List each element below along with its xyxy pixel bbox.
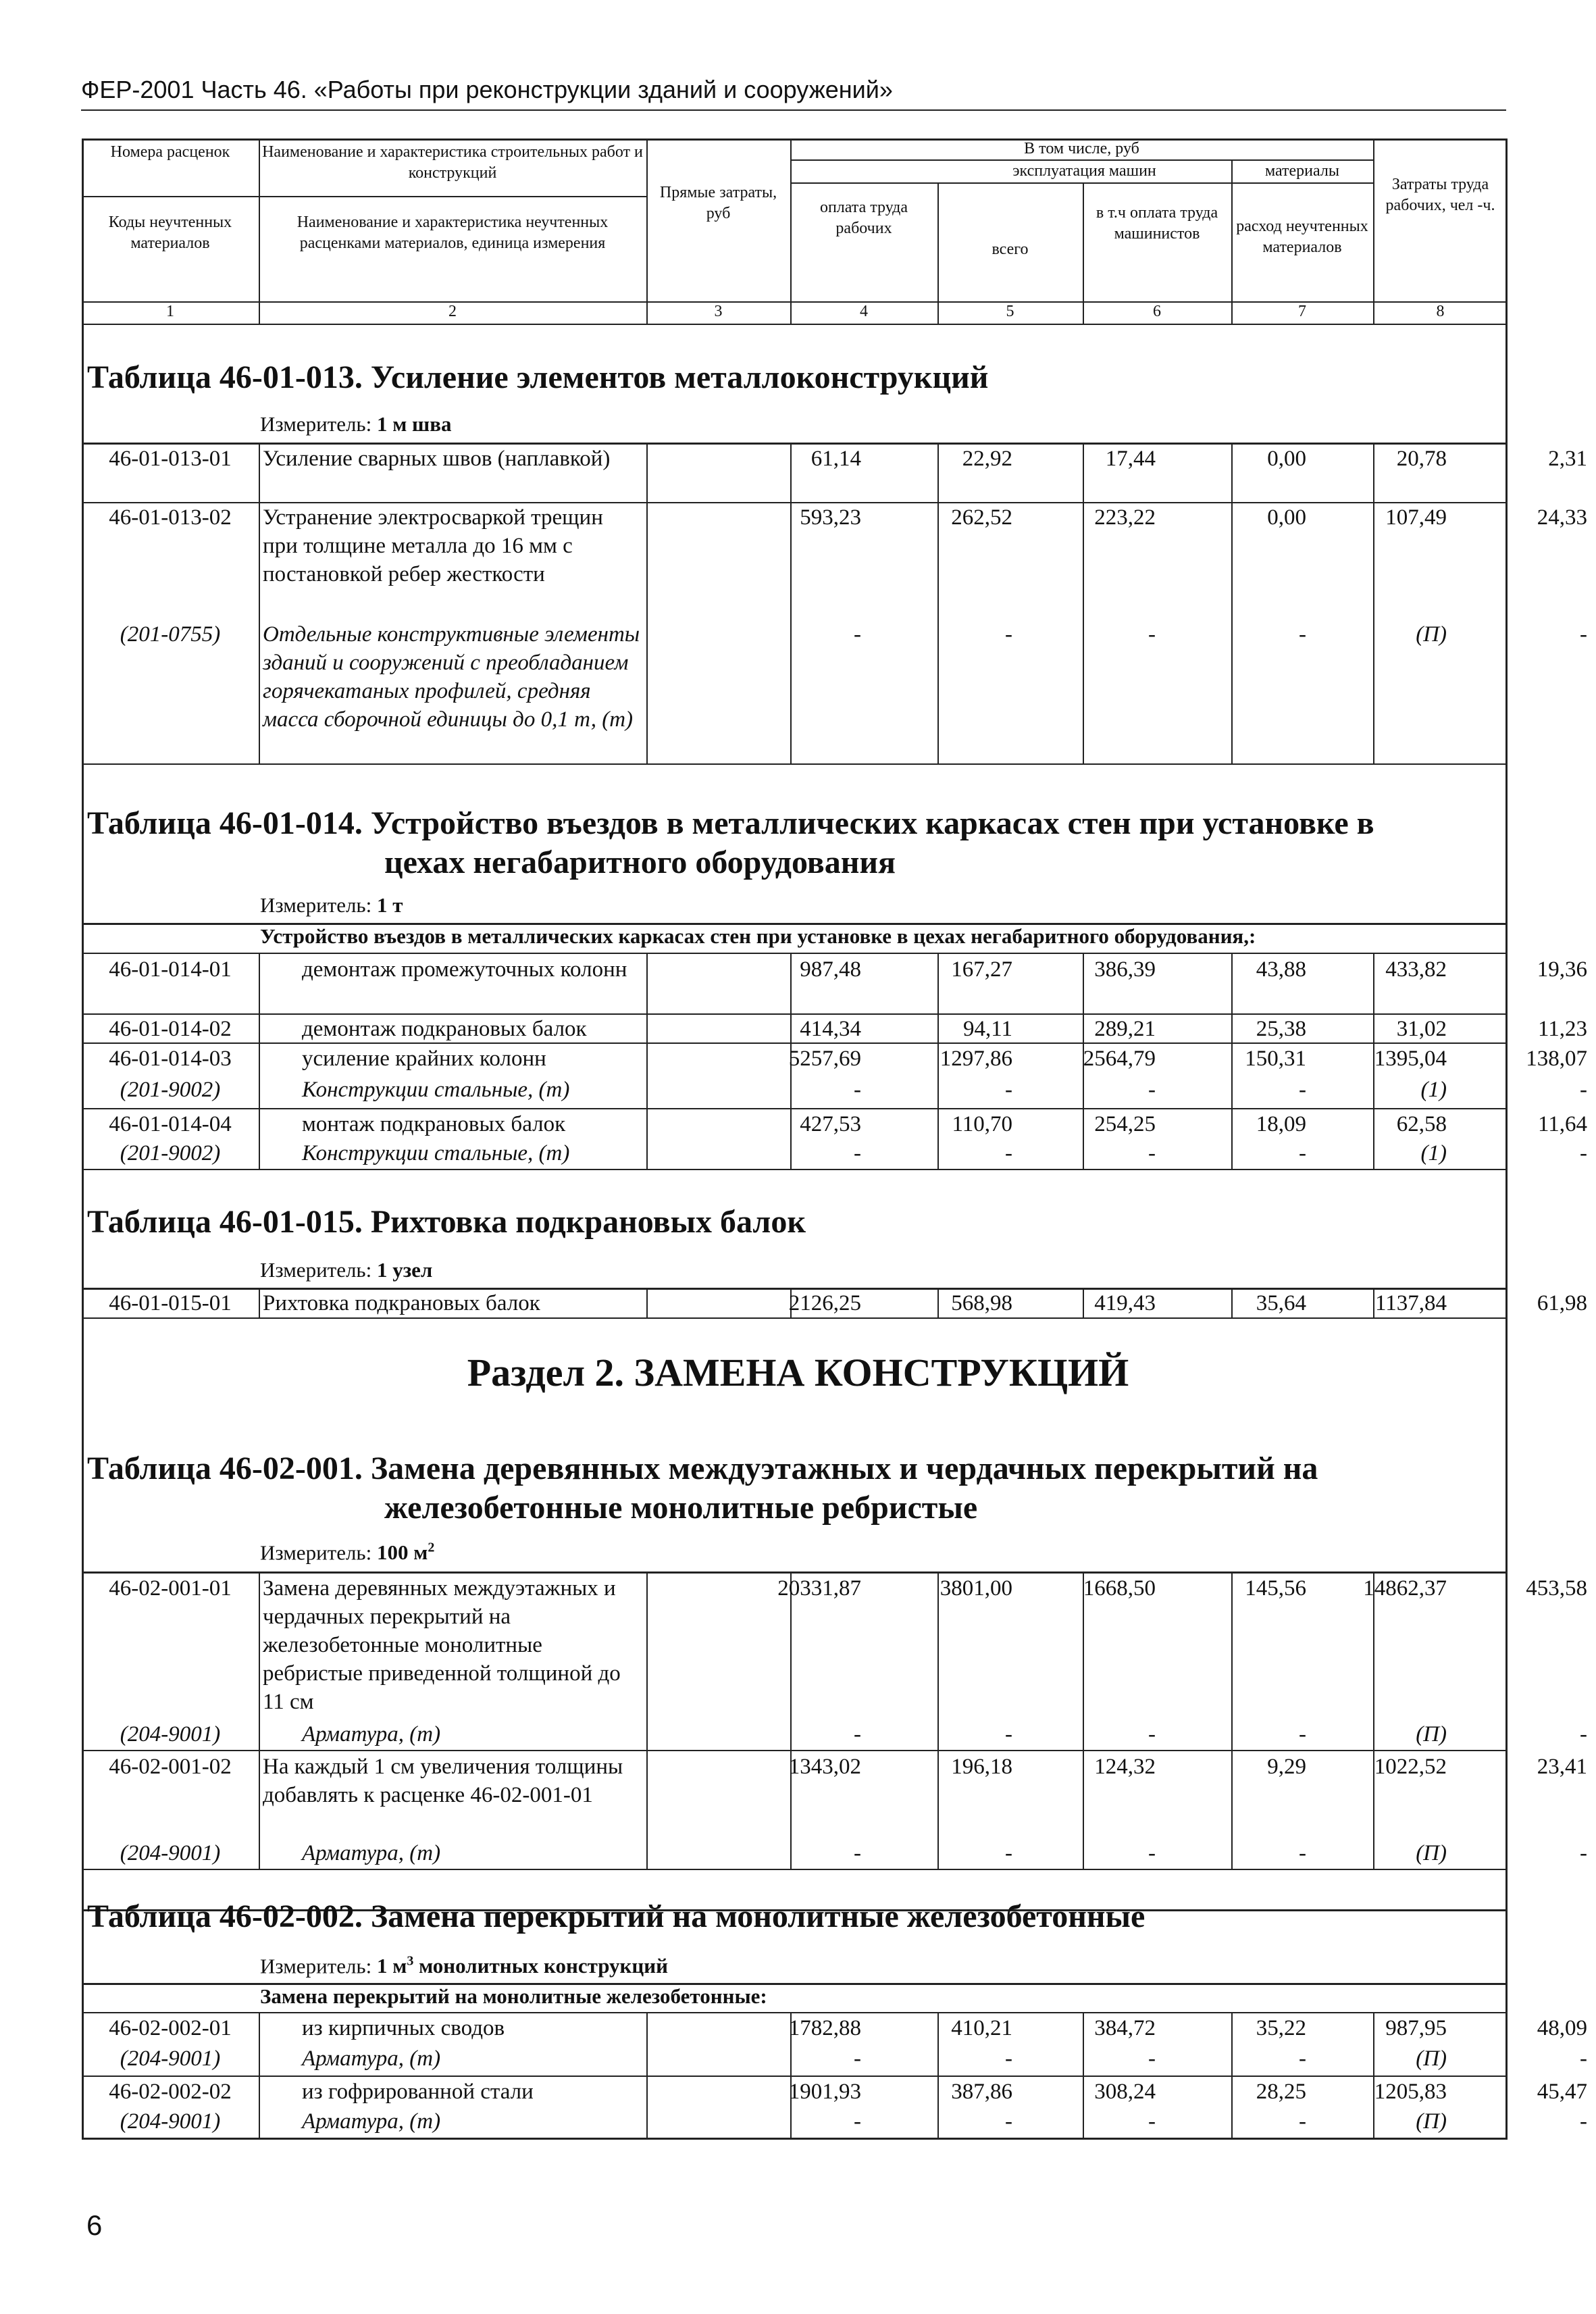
row-name: демонтаж промежуточных колонн (302, 957, 627, 982)
cell: - (1148, 1141, 1156, 1165)
cell: - (1148, 622, 1156, 647)
col-head-2-top: Наименование и характеристика строительных работ и конструкций (262, 143, 643, 182)
col-head-4: оплата труда рабочих (819, 199, 908, 237)
row-name: усиление крайних колонн (302, 1047, 546, 1071)
row-code: (201-0755) (120, 622, 221, 647)
cell: 18,09 (1256, 1112, 1306, 1136)
table-title-line: Таблица 46-02-001. Замена деревянных междуэтажных и чердачных перекрытий на (87, 1451, 1318, 1486)
col-head-8: Затраты труда рабочих, чел -ч. (1385, 176, 1495, 214)
cell: 20331,87 (777, 1576, 861, 1601)
cell: - (1299, 2109, 1306, 2134)
unit-value: 1 узел (376, 1258, 433, 1282)
cell: 1395,04 (1374, 1047, 1447, 1071)
cell: - (854, 1141, 861, 1165)
table-subheading: Устройство въездов в металлических каркасах стен при установке в цехах негабаритного оборудования,: (260, 924, 1256, 948)
unit-sup: 2 (428, 1540, 435, 1555)
table-title: Таблица 46-01-013. Усиление элементов металлоконструкций (87, 359, 989, 395)
cell: - (1580, 2046, 1587, 2071)
row-divider (82, 2138, 1508, 2140)
table-subheading: Замена перекрытий на монолитные железобетонные: (260, 1984, 767, 2008)
cell: 433,82 (1385, 957, 1447, 982)
cell: 62,58 (1396, 1112, 1447, 1136)
cell: 107,49 (1385, 505, 1447, 530)
cell: 196,18 (951, 1755, 1012, 1779)
cell: 1297,86 (939, 1047, 1012, 1071)
cell: - (1148, 1841, 1156, 1865)
header-rule (81, 109, 1506, 111)
cell: 61,14 (810, 447, 861, 471)
row-divider (82, 324, 1508, 325)
cell: - (1148, 1722, 1156, 1746)
col-head-5: всего (992, 241, 1029, 258)
cell: 20,78 (1396, 447, 1447, 471)
unit-label: Измеритель: (260, 1540, 372, 1565)
cell: 568,98 (951, 1291, 1012, 1315)
table-title (87, 1449, 1318, 1528)
cell: - (1005, 2046, 1012, 2071)
cell: 308,24 (1094, 2080, 1156, 2104)
row-code: (204-9001) (120, 2046, 221, 2071)
page-header: ФЕР-2001 Часть 46. «Работы при реконструкции зданий и сооружений» (81, 76, 893, 103)
row-divider (82, 2012, 1508, 2013)
unit-line (260, 1540, 434, 1565)
col-divider (646, 443, 648, 763)
cell: 24,33 (1537, 505, 1587, 530)
col-divider (259, 1571, 260, 1869)
cell: 1668,50 (1083, 1576, 1156, 1601)
row-divider (790, 182, 1373, 184)
row-name: Конструкции стальные, (т) (302, 1141, 570, 1165)
cell: 138,07 (1526, 1047, 1587, 1071)
col-num: 6 (1153, 303, 1161, 320)
col-head-3: Прямые затраты, руб (659, 184, 777, 222)
cell: 384,72 (1094, 2016, 1156, 2040)
cell: 150,31 (1245, 1047, 1306, 1071)
row-name: Конструкции стальные, (т) (302, 1078, 570, 1102)
cell: 414,34 (800, 1017, 861, 1041)
cell: - (1148, 2109, 1156, 2134)
cell: - (1299, 1722, 1306, 1746)
cell: 1782,88 (788, 2016, 861, 2040)
row-name: монтаж подкрановых балок (302, 1112, 566, 1136)
cell: 0,00 (1267, 447, 1306, 471)
col-num: 1 (166, 303, 174, 320)
row-name: На каждый 1 см увеличения толщины добавлять к расценке 46-02-001-01 (263, 1755, 623, 1807)
unit-label: Измеритель: (260, 1258, 372, 1282)
unit-value: 1 т (376, 893, 403, 917)
row-name: Рихтовка подкрановых балок (263, 1291, 540, 1315)
cell: - (1005, 1078, 1012, 1102)
cell: 5257,69 (788, 1047, 861, 1071)
col-head-1-top: Номера расценок (110, 143, 230, 161)
row-name: Устранение электросваркой трещин при толщине металла до 16 мм с постановкой ребер жесткости (263, 505, 603, 586)
row-code: 46-02-002-01 (109, 2016, 232, 2040)
cell: 23,41 (1537, 1755, 1587, 1779)
unit-sup: 3 (407, 1954, 414, 1969)
row-name: Арматура, (т) (302, 1841, 441, 1865)
cell: (П) (1416, 1722, 1447, 1746)
row-name: демонтаж подкрановых балок (302, 1017, 587, 1041)
cell: - (1299, 622, 1306, 647)
unit-line (260, 1258, 432, 1282)
cell: - (1005, 1141, 1012, 1165)
cell: - (1580, 2109, 1587, 2134)
col-divider (259, 2012, 260, 2138)
col-head-6: в т.ч оплата труда машинистов (1096, 204, 1218, 243)
page-number: 6 (86, 2209, 103, 2241)
row-code: 46-01-014-01 (109, 957, 232, 982)
cell: 223,22 (1094, 505, 1156, 530)
cell: 61,98 (1537, 1291, 1587, 1315)
row-code: 46-01-014-04 (109, 1112, 232, 1136)
cell: 387,86 (951, 2080, 1012, 2104)
unit-value: 1 м шва (376, 412, 452, 436)
row-divider (82, 1750, 1508, 1751)
col-num: 5 (1006, 303, 1014, 320)
row-code: (201-9002) (120, 1141, 221, 1165)
cell: 14862,37 (1363, 1576, 1447, 1601)
cell: 35,64 (1256, 1291, 1306, 1315)
row-code: 46-01-013-02 (109, 505, 232, 530)
col-head-1-bottom: Коды неучтенных материалов (108, 213, 232, 252)
col-head-7: расход неучтенных материалов (1236, 218, 1368, 256)
unit-line (260, 1954, 668, 1978)
cell: 43,88 (1256, 957, 1306, 982)
col-head-expl: эксплуатация машин (1012, 162, 1156, 180)
cell: - (854, 1078, 861, 1102)
cell: - (1148, 1078, 1156, 1102)
unit-value-text: 100 м (376, 1540, 428, 1565)
row-code: (204-9001) (120, 2109, 221, 2134)
row-code: 46-01-013-01 (109, 447, 232, 471)
cell: 1205,83 (1374, 2080, 1447, 2104)
cell: - (1005, 1722, 1012, 1746)
cell: 254,25 (1094, 1112, 1156, 1136)
col-head-2-bottom: Наименование и характеристика неучтенных расценками материалов, единица измерения (297, 213, 609, 252)
table-title: Таблица 46-02-002. Замена перекрытий на монолитные железобетонные (87, 1898, 1145, 1934)
cell: 386,39 (1094, 957, 1156, 982)
cell: 11,64 (1537, 1112, 1587, 1136)
cell: - (1299, 1078, 1306, 1102)
cell: 1343,02 (788, 1755, 861, 1779)
cell: 145,56 (1245, 1576, 1306, 1601)
cell: - (1005, 1841, 1012, 1865)
cell: 31,02 (1396, 1017, 1447, 1041)
table-title: Таблица 46-01-015. Рихтовка подкрановых балок (87, 1204, 806, 1240)
col-num: 2 (448, 303, 457, 320)
cell: 987,48 (800, 957, 861, 982)
cell: - (854, 1841, 861, 1865)
cell: 3801,00 (939, 1576, 1012, 1601)
row-code: (201-9002) (120, 1078, 221, 1102)
col-head-mat: материалы (1264, 162, 1339, 180)
row-code: 46-01-015-01 (109, 1291, 232, 1315)
cell: 94,11 (962, 1017, 1012, 1041)
col-divider (937, 443, 939, 763)
unit-label: Измеритель: (260, 412, 372, 436)
cell: 419,43 (1094, 1291, 1156, 1315)
row-name: Отдельные конструктивные элементы зданий и сооружений с преобладанием горячекатаных профилей, средняя масса сборочной единицы до 0,1 т, (т) (263, 622, 640, 732)
cell: 410,21 (951, 2016, 1012, 2040)
unit-line (260, 412, 451, 436)
unit-label: Измеритель: (260, 1954, 372, 1978)
cell: 1137,84 (1374, 1291, 1447, 1315)
cell: 11,23 (1537, 1017, 1587, 1041)
col-divider (790, 159, 792, 324)
cell: - (854, 1722, 861, 1746)
row-divider (82, 763, 1508, 765)
table-title-line: железобетонные монолитные ребристые (384, 1490, 978, 1526)
cell: 17,44 (1105, 447, 1156, 471)
table-title-line: Таблица 46-01-014. Устройство въездов в металлических каркасах стен при установке в (87, 805, 1374, 841)
cell: 48,09 (1537, 2016, 1587, 2040)
table-title-line: цехах негабаритного оборудования (384, 845, 896, 880)
col-num: 3 (714, 303, 723, 320)
col-divider (259, 1288, 260, 1317)
cell: 289,21 (1094, 1017, 1156, 1041)
cell: (1) (1420, 1141, 1447, 1165)
cell: 25,38 (1256, 1017, 1306, 1041)
cell: - (1580, 622, 1587, 647)
col-divider (1231, 443, 1233, 763)
cell: 0,00 (1267, 505, 1306, 530)
col-divider (646, 139, 648, 324)
cell: - (1580, 1841, 1587, 1865)
unit-value (377, 1954, 668, 1978)
row-name: Замена деревянных междуэтажных и чердачных перекрытий на железобетонные монолитные ребристые приведенной толщиной до 11 см (263, 1576, 621, 1714)
cell: (1) (1420, 1078, 1447, 1102)
cell: 262,52 (951, 505, 1012, 530)
cell: - (1580, 1722, 1587, 1746)
col-divider (1083, 443, 1084, 763)
cell: 110,70 (952, 1112, 1012, 1136)
row-divider (82, 1317, 1508, 1319)
col-divider (1373, 443, 1374, 763)
row-code: 46-01-014-02 (109, 1017, 232, 1041)
cell: (П) (1416, 2109, 1447, 2134)
row-divider (82, 1108, 1508, 1109)
row-name: из кирпичных сводов (302, 2016, 505, 2040)
row-code: 46-01-014-03 (109, 1047, 232, 1071)
unit-label: Измеритель: (260, 893, 372, 917)
unit-value-tail: монолитных конструкций (413, 1954, 668, 1978)
cell: 45,47 (1537, 2080, 1587, 2104)
cell: 427,53 (800, 1112, 861, 1136)
col-divider (259, 953, 260, 1169)
col-num: 4 (860, 303, 868, 320)
cell: (П) (1416, 2046, 1447, 2071)
cell: - (1148, 2046, 1156, 2071)
cell: - (1299, 1141, 1306, 1165)
col-head-incl: В том числе, руб (1024, 140, 1139, 157)
cell: - (1580, 1141, 1587, 1165)
cell: 19,36 (1537, 957, 1587, 982)
col-divider (790, 443, 792, 763)
cell: 9,29 (1267, 1755, 1306, 1779)
unit-value (377, 1540, 434, 1564)
col-num: 7 (1298, 303, 1306, 320)
col-divider (259, 443, 260, 763)
cell: 593,23 (800, 505, 861, 530)
row-divider (82, 953, 1508, 954)
cell: 2,31 (1548, 447, 1587, 471)
row-code: 46-02-001-01 (109, 1576, 232, 1601)
row-divider (82, 1571, 1508, 1574)
row-name: Арматура, (т) (302, 2046, 441, 2071)
row-divider (82, 1869, 1508, 1870)
unit-line (260, 893, 403, 917)
cell: 453,58 (1526, 1576, 1587, 1601)
row-divider (82, 1169, 1508, 1170)
cell: 35,22 (1256, 2016, 1306, 2040)
section-heading: Раздел 2. ЗАМЕНА КОНСТРУКЦИЙ (467, 1351, 1129, 1394)
cell: - (854, 2046, 861, 2071)
cell: 987,95 (1385, 2016, 1447, 2040)
row-name: Усиление сварных швов (наплавкой) (263, 447, 611, 471)
cell: 1901,93 (788, 2080, 861, 2104)
row-name: Арматура, (т) (302, 1722, 441, 1746)
row-code: 46-02-001-02 (109, 1755, 232, 1779)
col-divider (1373, 139, 1374, 324)
row-code: 46-02-002-02 (109, 2080, 232, 2104)
row-divider (82, 2076, 1508, 2077)
cell: - (1299, 2046, 1306, 2071)
cell: (П) (1416, 1841, 1447, 1865)
cell: 1022,52 (1374, 1755, 1447, 1779)
cell: - (854, 622, 861, 647)
unit-value-text: 1 м (376, 1954, 407, 1978)
cell: - (1299, 1841, 1306, 1865)
cell: - (1005, 622, 1012, 647)
cell: 2564,79 (1083, 1047, 1156, 1071)
cell: 167,27 (951, 957, 1012, 982)
cell: - (854, 2109, 861, 2134)
row-divider (82, 196, 646, 197)
table-title (87, 804, 1374, 882)
cell: (П) (1416, 622, 1447, 647)
cell: 28,25 (1256, 2080, 1306, 2104)
cell: - (1005, 2109, 1012, 2134)
row-name: Арматура, (т) (302, 2109, 441, 2134)
cell: 124,32 (1094, 1755, 1156, 1779)
row-name: из гофрированной стали (302, 2080, 534, 2104)
cell: - (1580, 1078, 1587, 1102)
row-code: (204-9001) (120, 1722, 221, 1746)
cell: 22,92 (962, 447, 1012, 471)
row-code: (204-9001) (120, 1841, 221, 1865)
col-num: 8 (1436, 303, 1445, 320)
cell: 2126,25 (788, 1291, 861, 1315)
